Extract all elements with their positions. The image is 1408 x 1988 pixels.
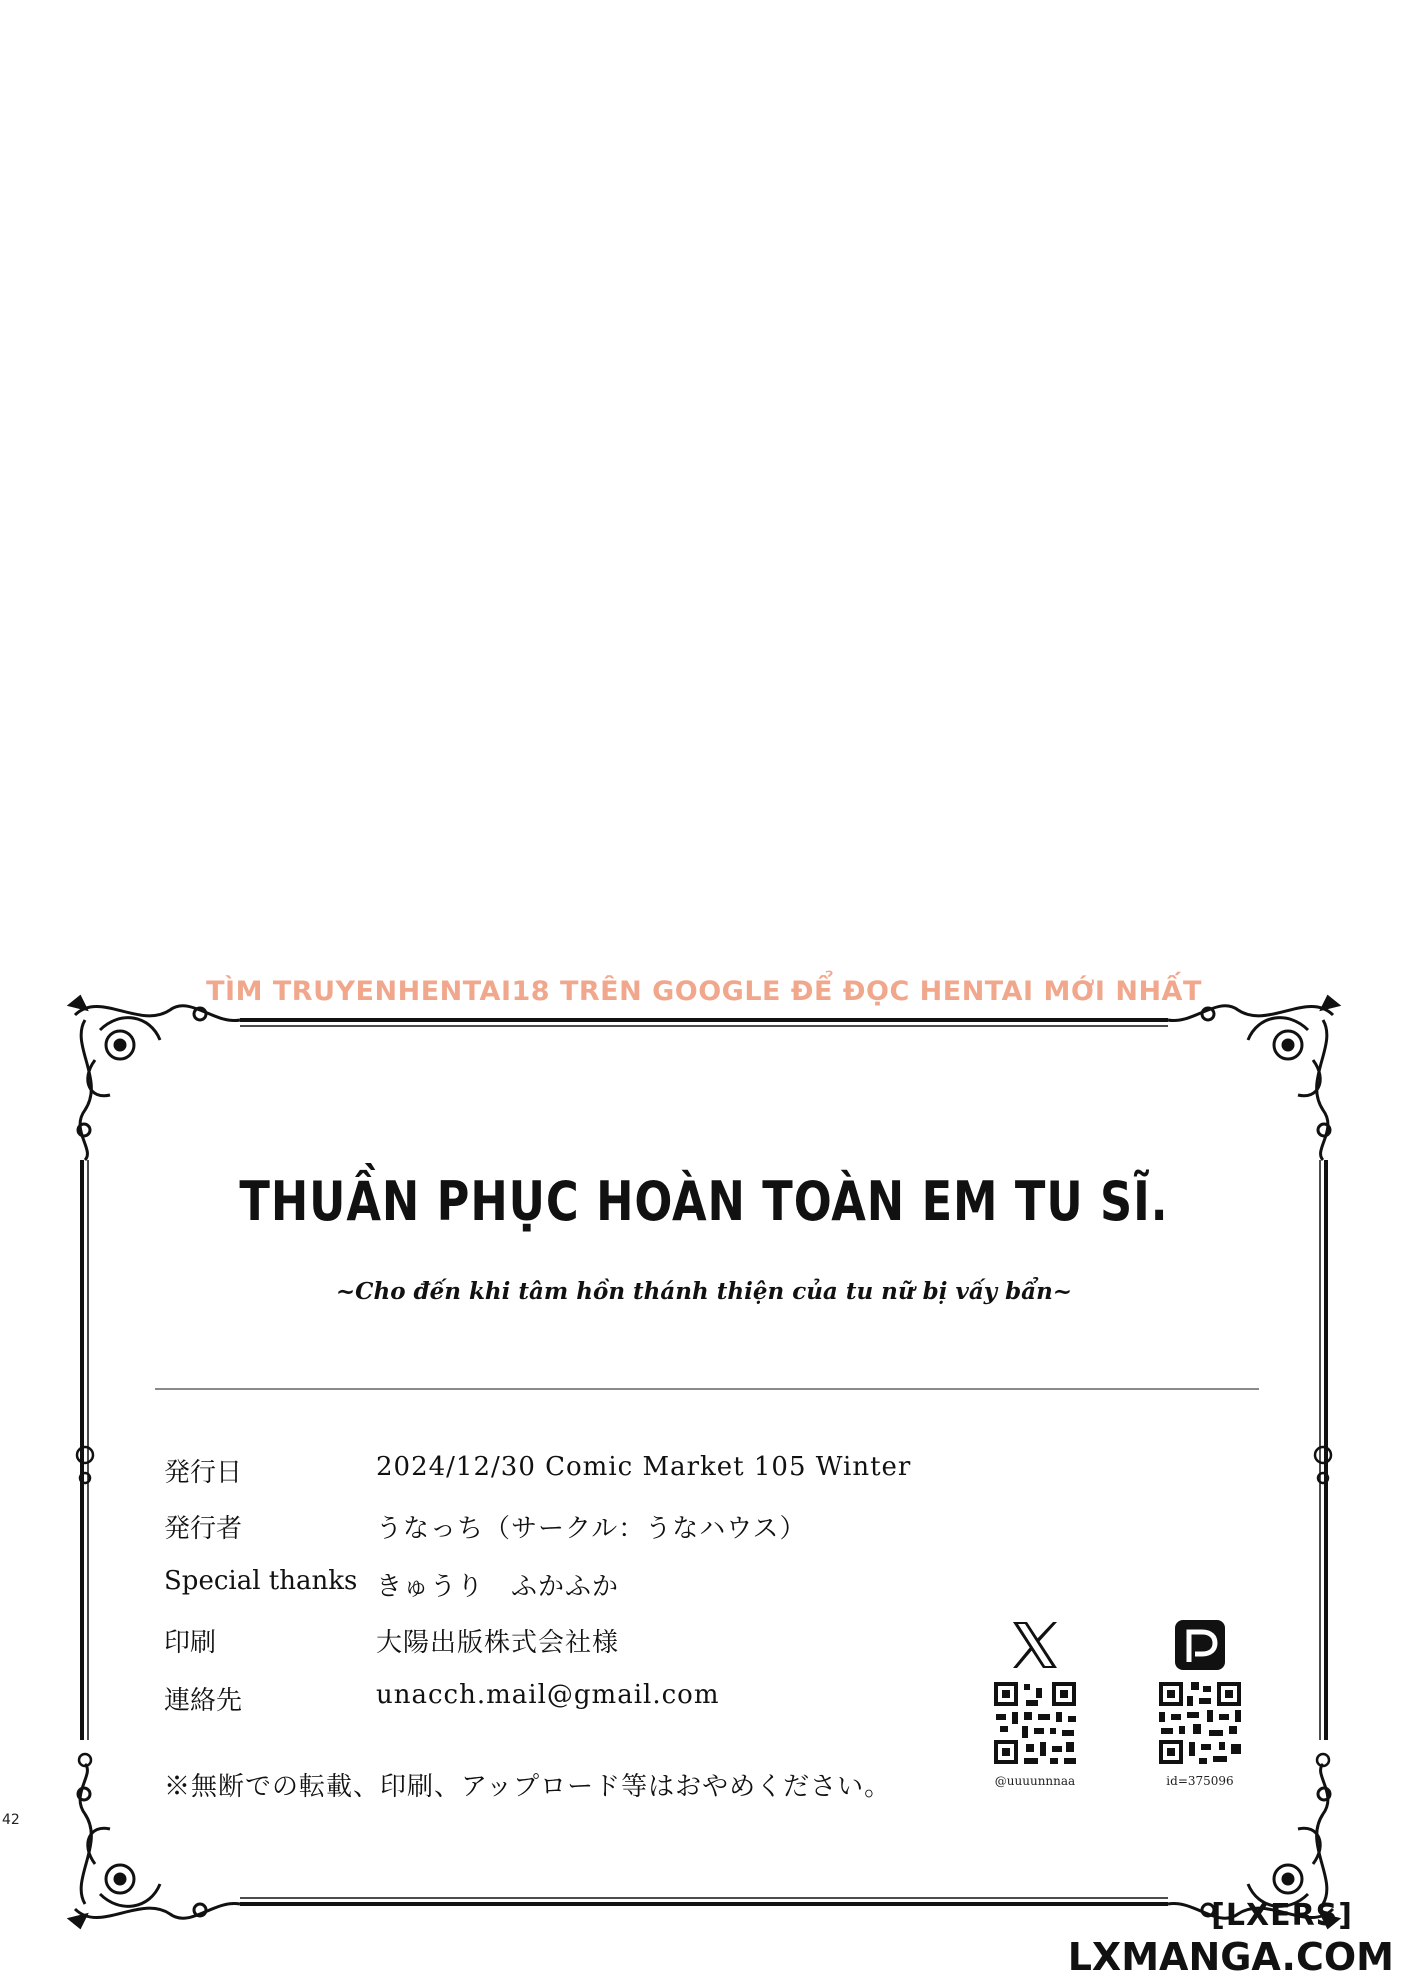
x-logo-icon — [1009, 1620, 1061, 1670]
info-value: 2024/12/30 Comic Market 105 Winter — [376, 1452, 912, 1482]
page-title: THUẦN PHỤC HOÀN TOÀN EM TU SĨ. — [239, 1170, 1169, 1233]
info-label: 連絡先 — [164, 1686, 243, 1716]
info-value: 大陽出版株式会社様 — [376, 1628, 620, 1658]
qr-block-x — [975, 1620, 1095, 1788]
qr-handle-text: id=375096 — [1166, 1774, 1234, 1788]
watermark-text: TÌM TRUYENHENTAI18 TRÊN GOOGLE ĐỂ ĐỌC HENTAI MỚI NHẤT — [206, 976, 1202, 1007]
info-value: きゅうり ふかふか — [376, 1572, 620, 1602]
qr-code-icon — [1157, 1680, 1243, 1766]
branding-lxmanga: LXMANGA.COM — [1067, 1935, 1394, 1979]
info-label: Special thanks — [164, 1566, 358, 1596]
qr-code-icon — [992, 1680, 1078, 1766]
branding-lxers: [LXERS] — [1211, 1898, 1353, 1933]
qr-handle-text: @uuuunnnaa — [994, 1774, 1076, 1788]
pixiv-logo-icon — [1175, 1620, 1225, 1670]
info-value: unacch.mail@gmail.com — [376, 1680, 720, 1710]
page-subtitle: ~Cho đến khi tâm hồn thánh thiện của tu nữ bị vấy bẩn~ — [335, 1278, 1073, 1305]
page-number: 42 — [2, 1812, 20, 1828]
info-label: 印刷 — [164, 1628, 217, 1658]
info-value: うなっち（サークル：うなハウス） — [376, 1514, 807, 1544]
copyright-notice: ※無断での転載、印刷、アップロード等はおやめください。 — [164, 1772, 892, 1802]
qr-block-pixiv — [1140, 1620, 1260, 1788]
info-label: 発行者 — [164, 1514, 243, 1544]
divider — [155, 1388, 1259, 1390]
info-label: 発行日 — [164, 1458, 243, 1488]
